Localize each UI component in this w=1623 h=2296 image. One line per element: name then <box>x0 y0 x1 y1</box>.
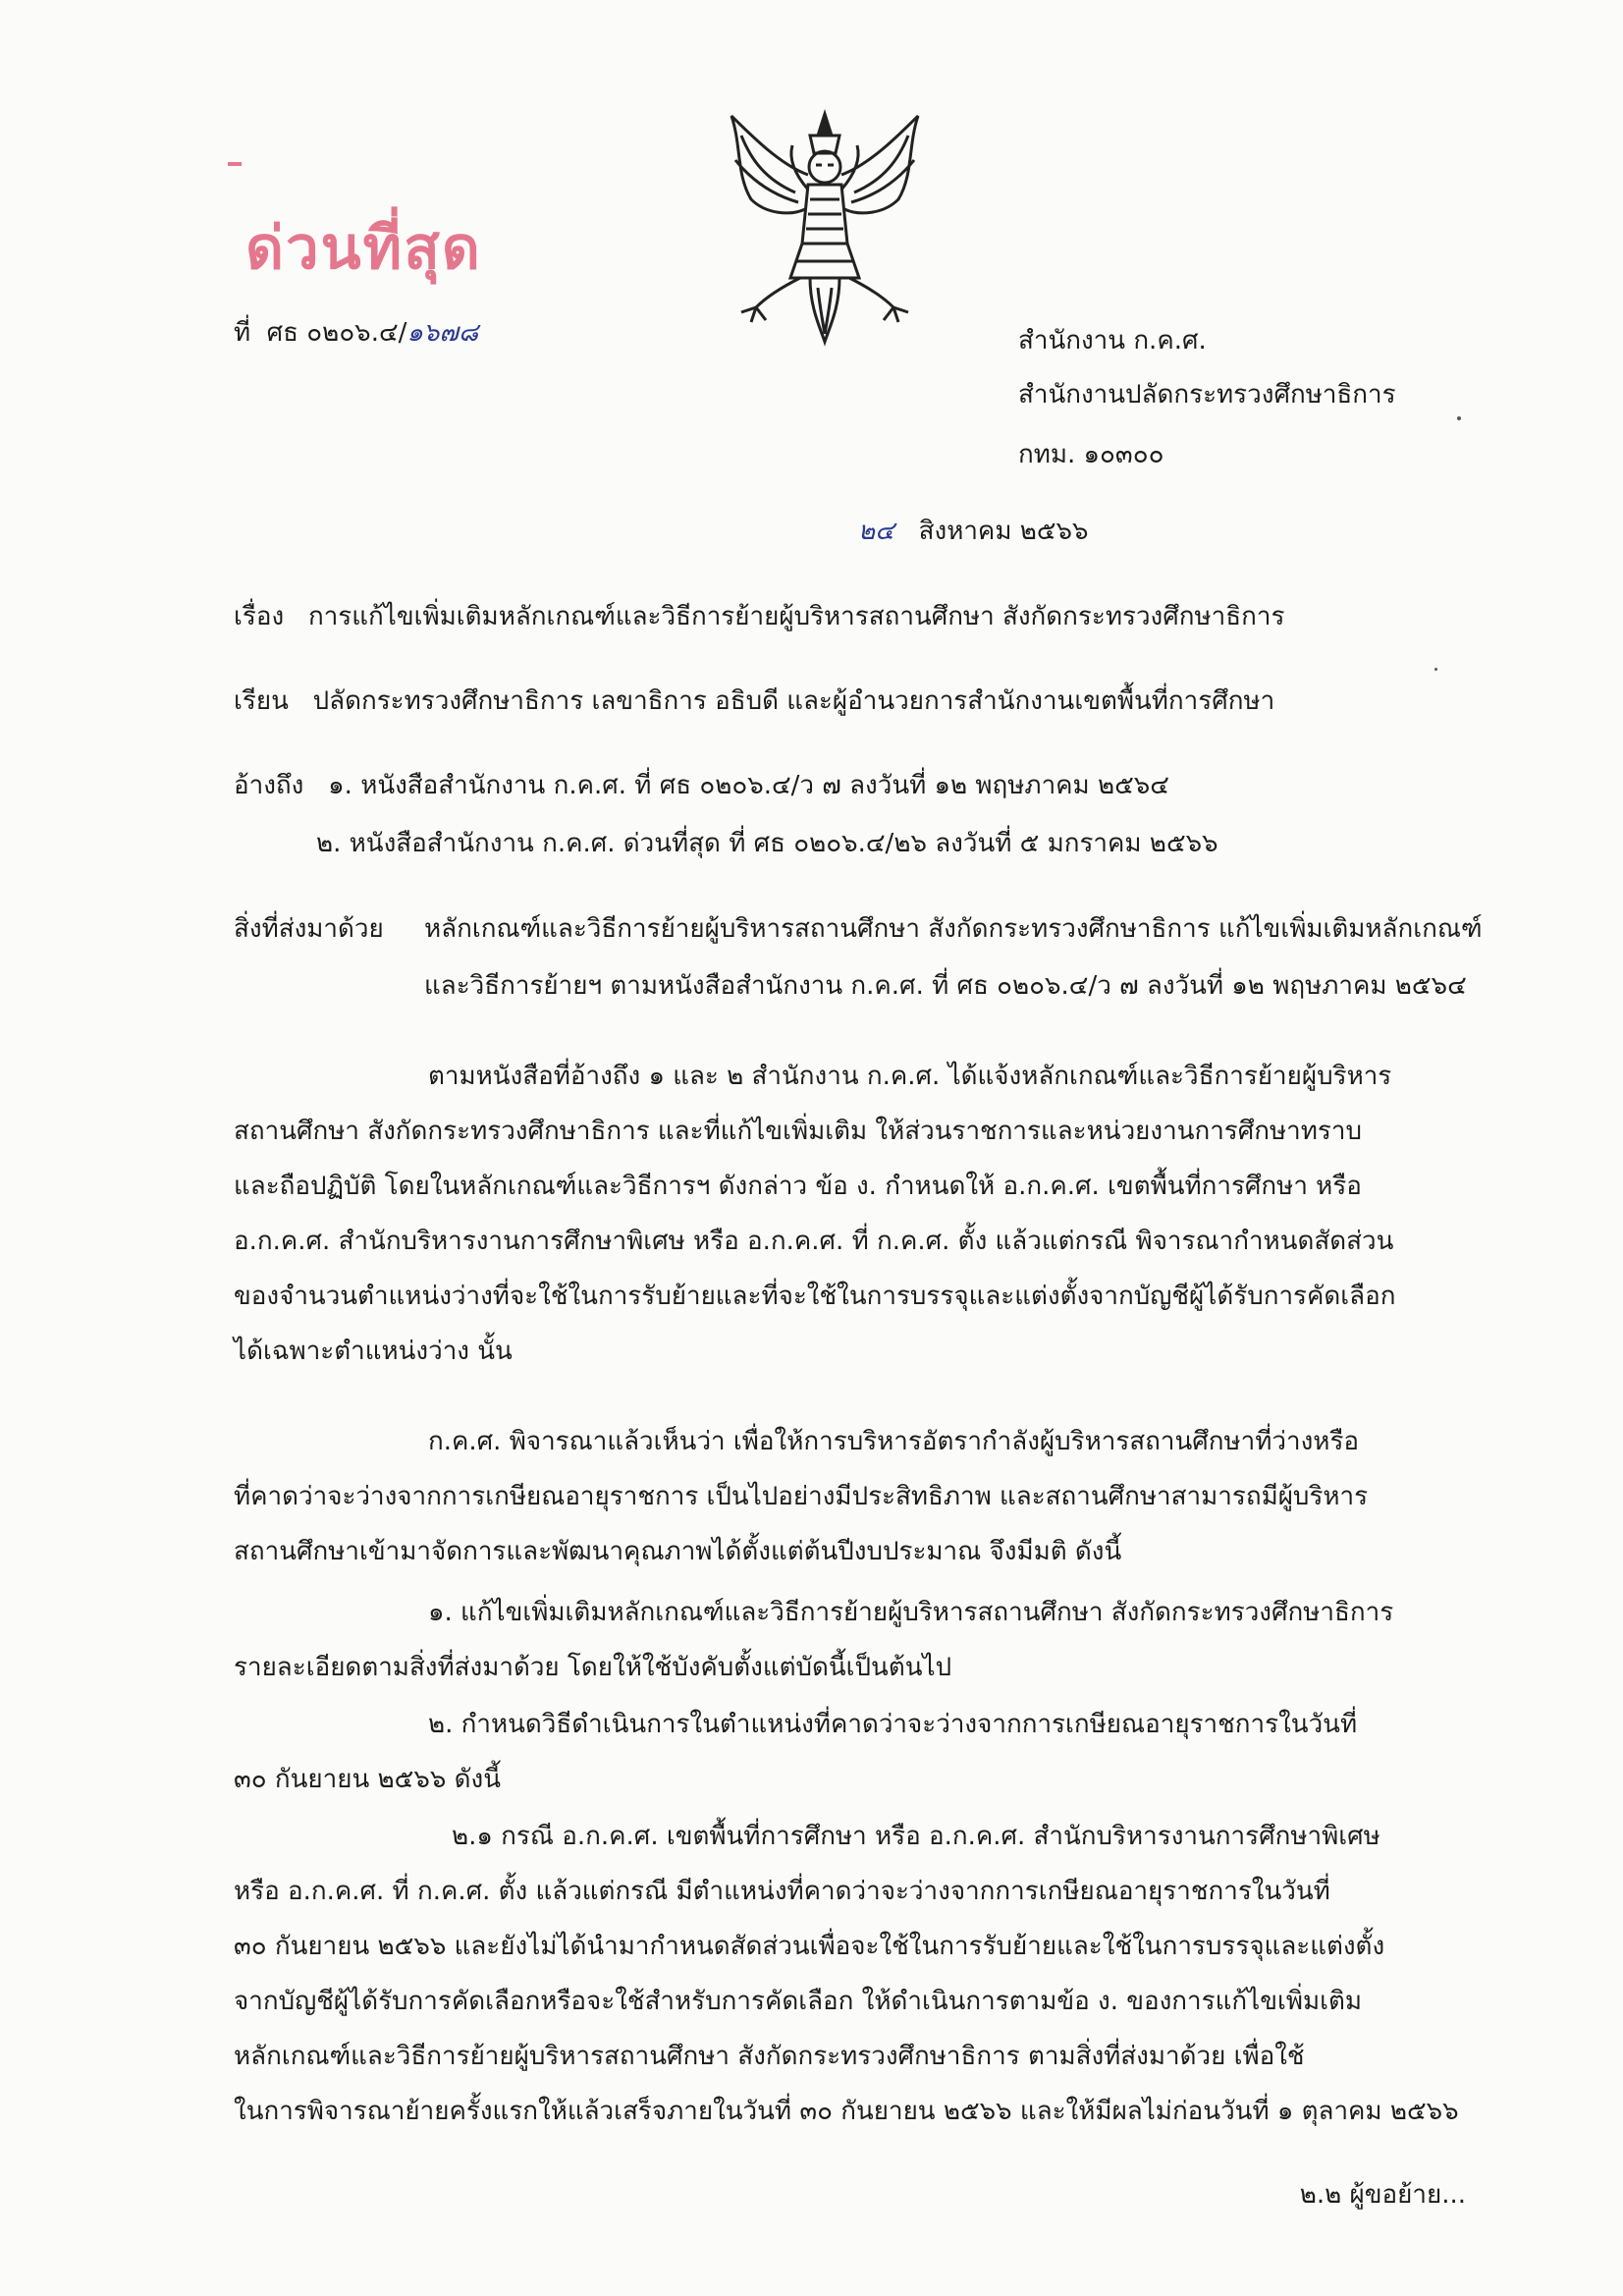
paragraph-line: สถานศึกษา สังกัดกระทรวงศึกษาธิการ และที่แก้ไขเพิ่มเติม ให้ส่วนราชการและหน่วยงานการศึกษาทราบ <box>234 1117 1362 1146</box>
letter-number-prefix: ศธ ๐๒๐๖.๔/ <box>266 318 407 348</box>
paragraph-line: หรือ อ.ก.ค.ศ. ที่ ก.ค.ศ. ตั้ง แล้วแต่กรณี มีตำแหน่งที่คาดว่าจะว่างจากการเกษียณอายุราชการในวันที่ <box>234 1877 1330 1906</box>
recipient-text: ปลัดกระทรวงศึกษาธิการ เลขาธิการ อธิบดี และผู้อำนวยการสำนักงานเขตพื้นที่การศึกษา <box>312 686 1275 716</box>
letter-number-handwritten: ๑๖๗๘ <box>406 318 479 348</box>
paragraph-line: ตามหนังสือที่อ้างถึง ๑ และ ๒ สำนักงาน ก.ค.ศ. ได้แจ้งหลักเกณฑ์และวิธีการย้ายผู้บริหาร <box>428 1062 1392 1091</box>
urgent-stamp: ด่วนที่สุด <box>245 214 482 283</box>
paragraph-line: ๑. แก้ไขเพิ่มเติมหลักเกณฑ์และวิธีการย้ายผู้บริหารสถานศึกษา สังกัดกระทรวงศึกษาธิการ <box>428 1598 1394 1627</box>
reference-label: อ้างถึง <box>234 771 304 800</box>
letter-number <box>234 316 478 350</box>
letter-date <box>858 515 1089 548</box>
body-paragraph-3 <box>234 1585 1469 1695</box>
paragraph-line: และถือปฏิบัติ โดยในหลักเกณฑ์และวิธีการฯ ดังกล่าว ข้อ ง. กำหนดให้ อ.ก.ค.ศ. เขตพื้นที่การศึกษา หรือ <box>234 1172 1362 1201</box>
paragraph-line: ได้เฉพาะตำแหน่งว่าง นั้น <box>234 1337 513 1366</box>
paragraph-line: รายละเอียดตามสิ่งที่ส่งมาด้วย โดยให้ใช้บังคับตั้งแต่บัดนี้เป็นต้นไป <box>234 1653 952 1682</box>
subject-text: การแก้ไขเพิ่มเติมหลักเกณฑ์และวิธีการย้ายผู้บริหารสถานศึกษา สังกัดกระทรวงศึกษาธิการ <box>307 602 1285 631</box>
scan-speck <box>1434 668 1437 671</box>
paragraph-line: อ.ก.ค.ศ. สำนักบริหารงานการศึกษาพิเศษ หรือ อ.ก.ค.ศ. ที่ ก.ค.ศ. ตั้ง แล้วแต่กรณี พิจารณากำหนดสัดส่วน <box>234 1227 1394 1256</box>
letter-number-label: ที่ <box>234 318 251 348</box>
reference-line-1 <box>234 769 1169 802</box>
recipient-line <box>234 684 1274 718</box>
paragraph-line: ๓๐ กันยายน ๒๕๖๖ และยังไม่ได้นำมากำหนดสัดส่วนเพื่อจะใช้ในการรับย้ายและใช้ในการบรรจุและแต่งตั้ง <box>234 1932 1385 1961</box>
issuer-line-2: สำนักงานปลัดกระทรวงศึกษาธิการ <box>1018 380 1396 410</box>
garuda-emblem-icon <box>712 106 938 352</box>
paragraph-line: ในการพิจารณาย้ายครั้งแรกให้แล้วเสร็จภายในวันที่ ๓๐ กันยายน ๒๕๖๖ และให้มีผลไม่ก่อนวันที่ ๑ ตุลาคม ๒๕๖๖ <box>234 2097 1459 2126</box>
date-day-handwritten: ๒๔ <box>858 517 894 546</box>
recipient-label: เรียน <box>234 686 289 716</box>
paragraph-line: ๓๐ กันยายน ๒๕๖๖ ดังนี้ <box>234 1765 501 1794</box>
enclosure-label: สิ่งที่ส่งมาด้วย <box>234 914 384 944</box>
stamp-mark <box>228 162 242 166</box>
paragraph-line: จากบัญชีผู้ได้รับการคัดเลือกหรือจะใช้สำหรับการคัดเลือก ให้ดำเนินการตามข้อ ง. ของการแก้ไขเพิ่มเติม <box>234 1987 1363 2016</box>
continuation-marker: ๒.๒ ผู้ขอย้าย... <box>1299 2180 1466 2210</box>
body-paragraph-5 <box>234 1809 1469 2139</box>
subject-label: เรื่อง <box>234 602 285 631</box>
subject-line <box>234 600 1284 633</box>
body-paragraph-1 <box>234 1049 1469 1379</box>
paragraph-line: หลักเกณฑ์และวิธีการย้ายผู้บริหารสถานศึกษา สังกัดกระทรวงศึกษาธิการ ตามสิ่งที่ส่งมาด้วย เพื่อใช้ <box>234 2042 1305 2071</box>
paragraph-line: สถานศึกษาเข้ามาจัดการและพัฒนาคุณภาพได้ตั้งแต่ต้นปีงบประมาณ จึงมีมติ ดังนี้ <box>234 1537 1122 1566</box>
scan-speck <box>1457 416 1461 420</box>
paragraph-line: ของจำนวนตำแหน่งว่างที่จะใช้ในการรับย้ายและที่จะใช้ในการบรรจุและแต่งตั้งจากบัญชีผู้ได้รับการคัดเลือก <box>234 1282 1396 1311</box>
enclosure-line-2: และวิธีการย้ายฯ ตามหนังสือสำนักงาน ก.ค.ศ. ที่ ศธ ๐๒๐๖.๔/ว ๗ ลงวันที่ ๑๒ พฤษภาคม ๒๕๖๔ <box>424 971 1467 1001</box>
date-month-year: สิงหาคม ๒๕๖๖ <box>918 517 1089 546</box>
paragraph-line: ก.ค.ศ. พิจารณาแล้วเห็นว่า เพื่อให้การบริหารอัตรากำลังผู้บริหารสถานศึกษาที่ว่างหรือ <box>428 1427 1360 1456</box>
reference-item: ๒. หนังสือสำนักงาน ก.ค.ศ. ด่วนที่สุด ที่ ศธ ๐๒๐๖.๔/๒๖ ลงวันที่ ๕ มกราคม ๒๕๖๖ <box>316 829 1218 858</box>
issuer-line-3: กทม. ๑๐๓๐๐ <box>1018 440 1164 469</box>
paragraph-line: ๒.๑ กรณี อ.ก.ค.ศ. เขตพื้นที่การศึกษา หรือ อ.ก.ค.ศ. สำนักบริหารงานการศึกษาพิเศษ <box>452 1822 1380 1851</box>
paragraph-line: ๒. กำหนดวิธีดำเนินการในตำแหน่งที่คาดว่าจะว่างจากการเกษียณอายุราชการในวันที่ <box>428 1710 1358 1739</box>
body-paragraph-2 <box>234 1414 1469 1579</box>
enclosure-line-1: หลักเกณฑ์และวิธีการย้ายผู้บริหารสถานศึกษา สังกัดกระทรวงศึกษาธิการ แก้ไขเพิ่มเติมหลักเกณฑ์ <box>424 914 1483 944</box>
paragraph-line: ที่คาดว่าจะว่างจากการเกษียณอายุราชการ เป็นไปอย่างมีประสิทธิภาพ และสถานศึกษาสามารถมีผู้บริหาร <box>234 1482 1369 1511</box>
reference-item: ๑. หนังสือสำนักงาน ก.ค.ศ. ที่ ศธ ๐๒๐๖.๔/ว ๗ ลงวันที่ ๑๒ พฤษภาคม ๒๕๖๔ <box>328 771 1169 800</box>
issuer-line-1: สำนักงาน ก.ค.ศ. <box>1018 326 1207 355</box>
body-paragraph-4 <box>234 1697 1469 1807</box>
